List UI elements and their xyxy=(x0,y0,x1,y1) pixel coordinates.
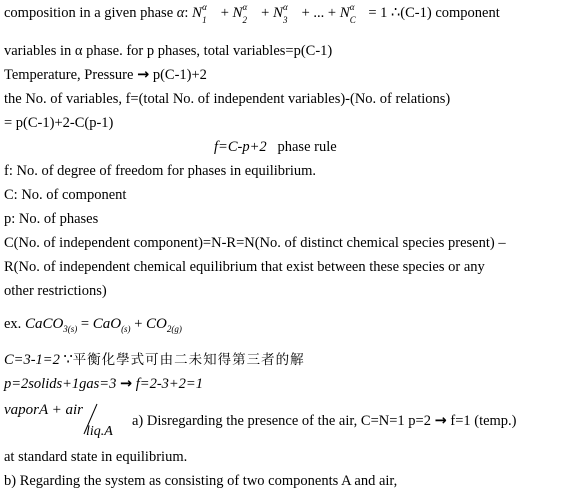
therefore-symbol: ∴ xyxy=(391,5,401,21)
arrow-icon: → xyxy=(434,413,447,429)
standard-state-line: at standard state in equilibrium. xyxy=(4,449,188,465)
arrow-icon: → xyxy=(137,67,150,83)
co2-formula: $CO_{2(g)}$ xyxy=(146,316,182,334)
c-definition: C: No. of component xyxy=(4,187,127,203)
caco3-formula: CaCO$_{3(s)}$ xyxy=(24,316,78,334)
cjk-note: 平衡化學式可由二未知得第三者的解 xyxy=(72,352,305,368)
equals-one: = 1 xyxy=(364,5,388,21)
phase-rule-equation: f=C-p+2 xyxy=(214,139,267,155)
arrow-icon: → xyxy=(119,376,133,392)
p-calculation-line: p=2solids+1gas=3 → f=2-3+2=1 xyxy=(4,376,203,392)
mole-fraction-n3: N α 3 xyxy=(272,2,288,25)
variables-line: variables in α phase. for p phases, total variables=p(C-1) xyxy=(4,43,333,59)
c-independent-line-3: other restrictions) xyxy=(4,283,107,299)
mole-fraction-nc: N α C xyxy=(339,2,356,25)
colon: : xyxy=(184,5,193,21)
equals-expression-line: = p(C-1)+2-C(p-1) xyxy=(4,115,114,131)
example-label: ex. xyxy=(4,316,25,332)
c-calculation-line: C=3-1=2 ∵平衡化學式可由二未知得第三者的解 xyxy=(4,352,305,368)
phase-rule-line xyxy=(214,138,337,156)
mole-fraction-n1: N α 1 xyxy=(192,2,207,25)
mole-fraction-n2: N α 2 xyxy=(232,2,248,25)
fraction-numerator: vaporA + air xyxy=(4,402,84,418)
composition-prefix: composition in a given phase xyxy=(4,5,177,21)
example-equation-line: ex. CaCO$_{3(s)}$ = $CaO_{(s)} + CO_{2(g)}$ xyxy=(4,316,182,334)
c-independent-line-2: R(No. of independent chemical equilibrium that exist between these species or any xyxy=(4,259,485,275)
composition-line: composition in a given phase α: N α 1 + N α 2 + N α 3 + ... + N α C = 1 ∴(C-1) component xyxy=(4,2,500,25)
c-minus-1-component: (C-1) component xyxy=(400,5,500,21)
because-symbol: ∵ xyxy=(63,352,73,368)
c-independent-line-1: C(No. of independent component)=N-R=N(No. of distinct chemical species present) – xyxy=(4,235,506,251)
part-a-line: a) Disregarding the presence of the air, C=N=1 p=2 → f=1 (temp.) xyxy=(132,413,517,429)
part-b-line: b) Regarding the system as consisting of two components A and air, xyxy=(4,473,398,489)
cao-formula: CaO$_{(s)}$ xyxy=(92,316,131,334)
phase-rule-label: phase rule xyxy=(277,139,337,155)
f-definition: f: No. of degree of freedom for phases in equilibrium. xyxy=(4,163,317,179)
alpha-symbol: α xyxy=(176,5,185,21)
p-definition: p: No. of phases xyxy=(4,211,99,227)
vapor-liquid-fraction xyxy=(4,402,124,448)
temperature-pressure-line: Temperature, Pressure → p(C-1)+2 xyxy=(4,67,207,83)
fraction-denominator: liq.A xyxy=(86,424,113,439)
number-of-variables-line: the No. of variables, f=(total No. of independent variables)-(No. of relations) xyxy=(4,91,451,107)
